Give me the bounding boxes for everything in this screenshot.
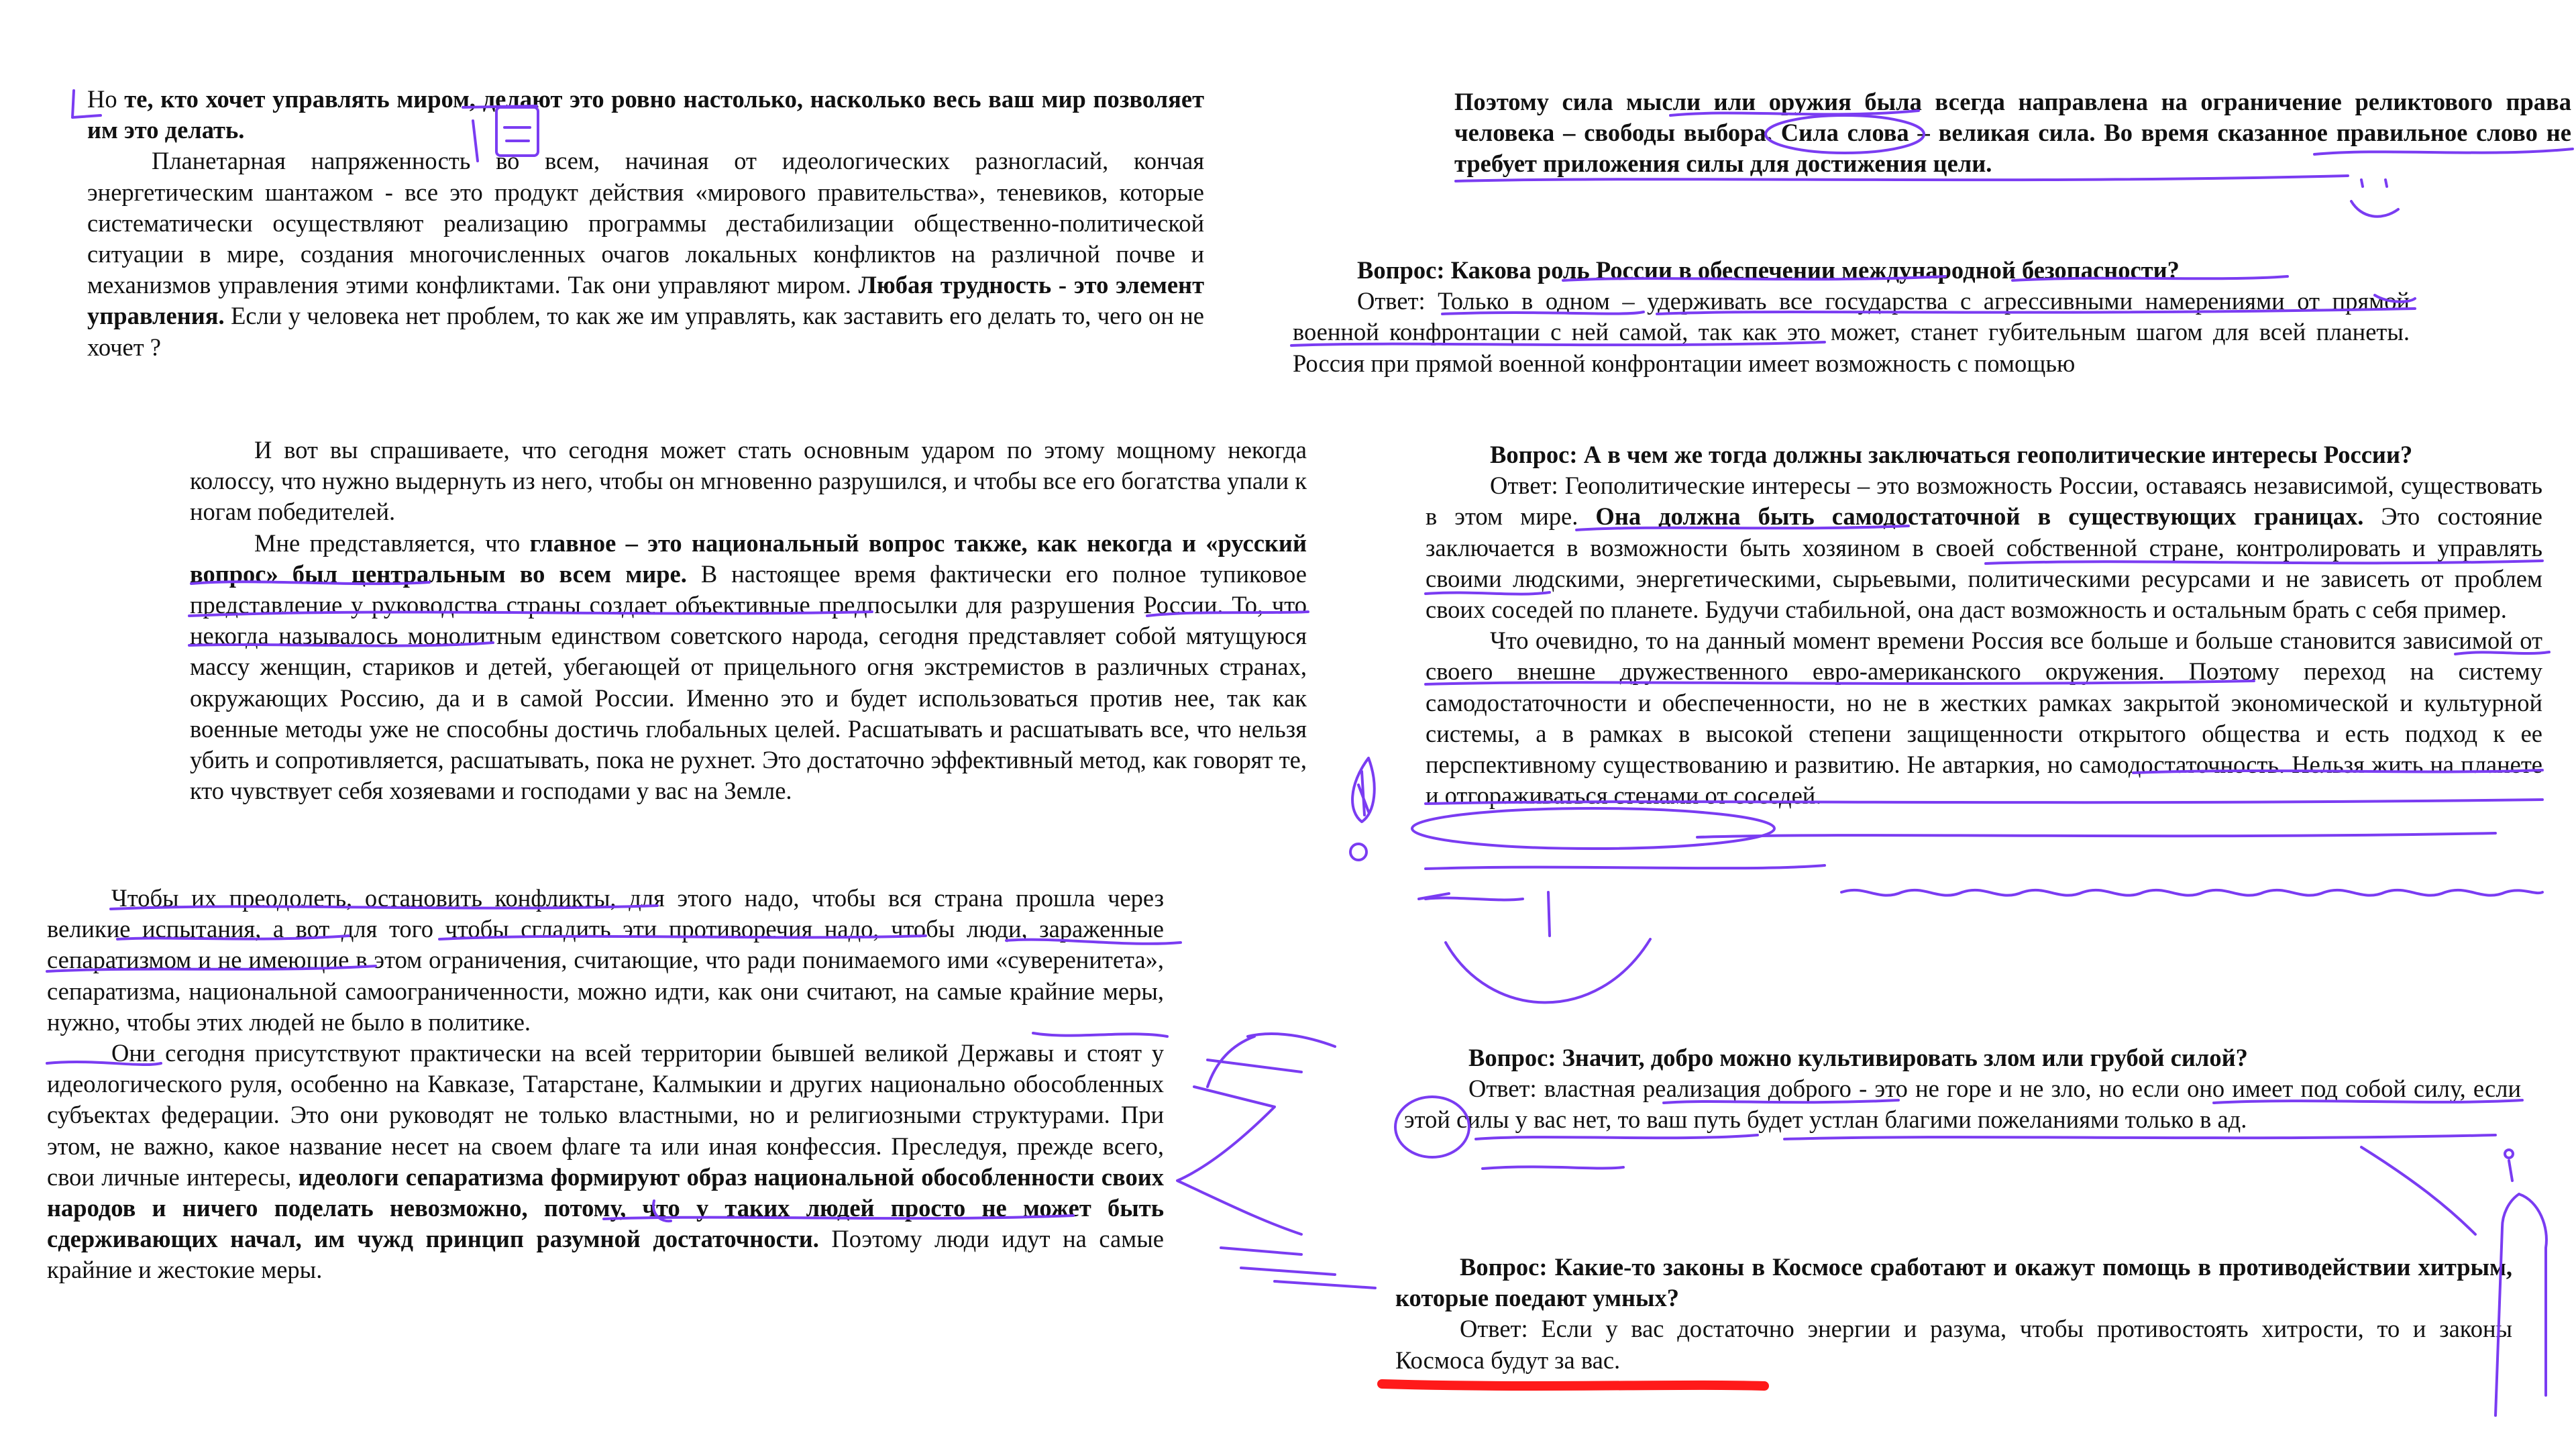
- paragraph: Поэтому сила мысли или оружия была всегда направлена на ограничение реликтового права человека – свободы выбора. Сила слова – великая сила. Во время сказанное правильное слово не требует приложения силы для достижения цели.: [1454, 88, 2571, 178]
- ink-underline: [1426, 898, 1523, 900]
- ink-smiley: [2351, 180, 2398, 217]
- answer: Ответ: властная реализация доброго - это не горе и не зло, но если оно имеет под собой силу, если этой силы у вас нет, то ваш путь будет устлан благими пожеланиями только в ад.: [1404, 1075, 2521, 1134]
- ink-exclamation-drop: [1352, 758, 1375, 822]
- question: Вопрос: А в чем же тогда должны заключаться геополитические интересы России?: [1490, 441, 2413, 468]
- answer: Ответ: Геополитические интересы – это возможность России, оставаясь независимой, существовать в этом мире. Она должна быть самодостаточной в существующих границах. Это состояние заключается в возможности быть хозяином в своей собственной стране, контролировать и управлять своими людскими, энергетическими, сырьевыми, политическими ресурсами и не зависеть от проблем своих соседей по планете. Будучи стабильной, она даст возможность и остальным брать с себя пример.: [1426, 472, 2542, 624]
- question: Вопрос: Какова роль России в обеспечении международной безопасности?: [1357, 256, 2180, 284]
- ink-underline: [1483, 1167, 1623, 1169]
- ink-smile-arc: [1446, 939, 1650, 1002]
- qa-block-security: [1293, 255, 2410, 379]
- ink-underline: [1784, 1135, 2496, 1139]
- qa-block-cosmos-laws: [1395, 1252, 2512, 1376]
- paragraph: Мне представляется, что главное – это национальный вопрос также, как некогда и «русский вопрос» был центральным во всем мире. В настоящее время фактически его полное тупиковое представление у руководства страны создает объективные предпосылки для разрушения России. То, что некогда называлось монолитным единством советского народа, сегодня представляет собой мятущуюся массу женщин, стариков и детей, убегающей от прицельного огня экстремистов в различных странах, окружающих Россию, да и в самой России. Именно это и будет использоваться против нее, так как военные методы уже не способны достичь глобальных целей. Расшатывать и расшатывать все, что нельзя убить и сопротивляется, расшатывать, пока не рухнет. Это достаточно эффективный метод, как говорят те, кто чувствует себя хозяевами и господами у вас на Земле.: [190, 529, 1307, 805]
- paragraph: Но те, кто хочет управлять миром, делают это ровно настолько, насколько весь ваш мир позволяет им это делать.: [87, 85, 1204, 144]
- answer: Ответ: Если у вас достаточно энергии и разума, чтобы противостоять хитрости, то и законы Космоса будут за вас.: [1395, 1315, 2512, 1374]
- ink-circle-open-society: [1412, 808, 1774, 849]
- paragraph: Чтобы их преодолеть, остановить конфликты, для этого надо, чтобы вся страна прошла через великие испытания, а вот для того чтобы сгладить эти противоречия надо, чтобы люди, зараженные сепаратизмом и не имеющие в этом ограничения, считающие, что ради понимаемого ими «суверенитета», сепаратизма, национальной самоограниченности, можно идти, как они считают, на самые крайние меры, нужно, чтобы этих людей не было в политике.: [47, 884, 1164, 1036]
- paragraph: Они сегодня присутствуют практически на всей территории бывшей великой Державы и стоят у идеологического руля, особенно на Кавказе, Татарстане, Калмыкии и других национально обособленных субъектах федерации. Это они руководят не только властными, но и религиозными структурами. При этом, не важно, какое название несет на своем флаге та или иная конфессия. Преследуя, прежде всего, свои личные интересы, идеологи сепаратизма формируют образ национальной обособленности своих народов и ничего поделать невозможно, потому, что у таких людей просто не может быть сдерживающих начал, им чужд принцип разумной достаточности. Поэтому люди идут на самые крайние и жестокие меры.: [47, 1039, 1164, 1284]
- ink-smile-eye: [1548, 892, 1550, 936]
- ink-exclamation-fill: [1358, 771, 1368, 815]
- question: Вопрос: Какие-то законы в Космосе сработают и окажут помощь в противодействии хитрым, которые поедают умных?: [1395, 1253, 2512, 1312]
- answer: Ответ: Только в одном – удерживать все государства с агрессивными намерениями от прямой военной конфронтации с ней самой, так как это может, станет губительным шагом для всей планеты. Россия при прямой военной конфронтации имеет возможность с помощью: [1293, 287, 2410, 377]
- qa-block-geopolitics: [1426, 439, 2542, 811]
- text-block-national-question: [190, 435, 1307, 806]
- text-block-freedom-of-choice: [1454, 87, 2571, 180]
- qa-block-good-and-force: [1404, 1042, 2521, 1136]
- ink-stick-figure-head: [2505, 1150, 2513, 1158]
- ink-underline: [1476, 1135, 1758, 1139]
- ink-long-stroke: [2361, 1147, 2475, 1234]
- paragraph: Планетарная напряженность во всем, начиная от идеологических разногласий, кончая энергетическим шантажом - все это продукт действия «мирового правительства», теневиков, которые систематически осуществляют реализацию программы дестабилизации общественно-политической ситуации в мире, создания многочисленных очагов локальных конфликтов на различной почве и механизмов управления этими конфликтами. Так они управляют миром. Любая трудность - это элемент управления. Если у человека нет проблем, то как же им управлять, как заставить его делать то, чего он не хочет ?: [87, 147, 1204, 361]
- ink-smile-tick: [1419, 894, 1449, 899]
- text-block-world-rulers: [87, 84, 1204, 363]
- ink-exclamation-dot: [1350, 844, 1366, 860]
- ink-underline: [1426, 865, 1825, 869]
- question: Вопрос: Значит, добро можно культивировать злом или грубой силой?: [1468, 1044, 2248, 1071]
- ink-wavy-line: [1841, 890, 2542, 896]
- text-block-separatism: [47, 883, 1164, 1286]
- ink-red-underline: [1382, 1384, 1764, 1386]
- ink-arrow-scribble: [1177, 1034, 1375, 1288]
- paragraph: Что очевидно, то на данный момент времени Россия все больше и больше становится зависимой от своего внешне дружественного евро-американского окружения. Поэтому переход на систему самодостаточности и обеспеченности, но не в жестких рамках закрытой экономической и культурной системы, а в рамках в высокой степени защищенности открытого общества и есть подход к ее перспективному существованию и развитию. Не автаркия, но самодостаточность. Нельзя жить на планете и отгораживаться стенами от соседей.: [1426, 627, 2542, 810]
- paragraph: И вот вы спрашиваете, что сегодня может стать основным ударом по этому мощному некогда колоссу, что нужно выдернуть из него, чтобы он мгновенно разрушился, и чтобы все его богатства упали к ногам победителей.: [190, 436, 1307, 526]
- ink-underline: [1697, 833, 2496, 837]
